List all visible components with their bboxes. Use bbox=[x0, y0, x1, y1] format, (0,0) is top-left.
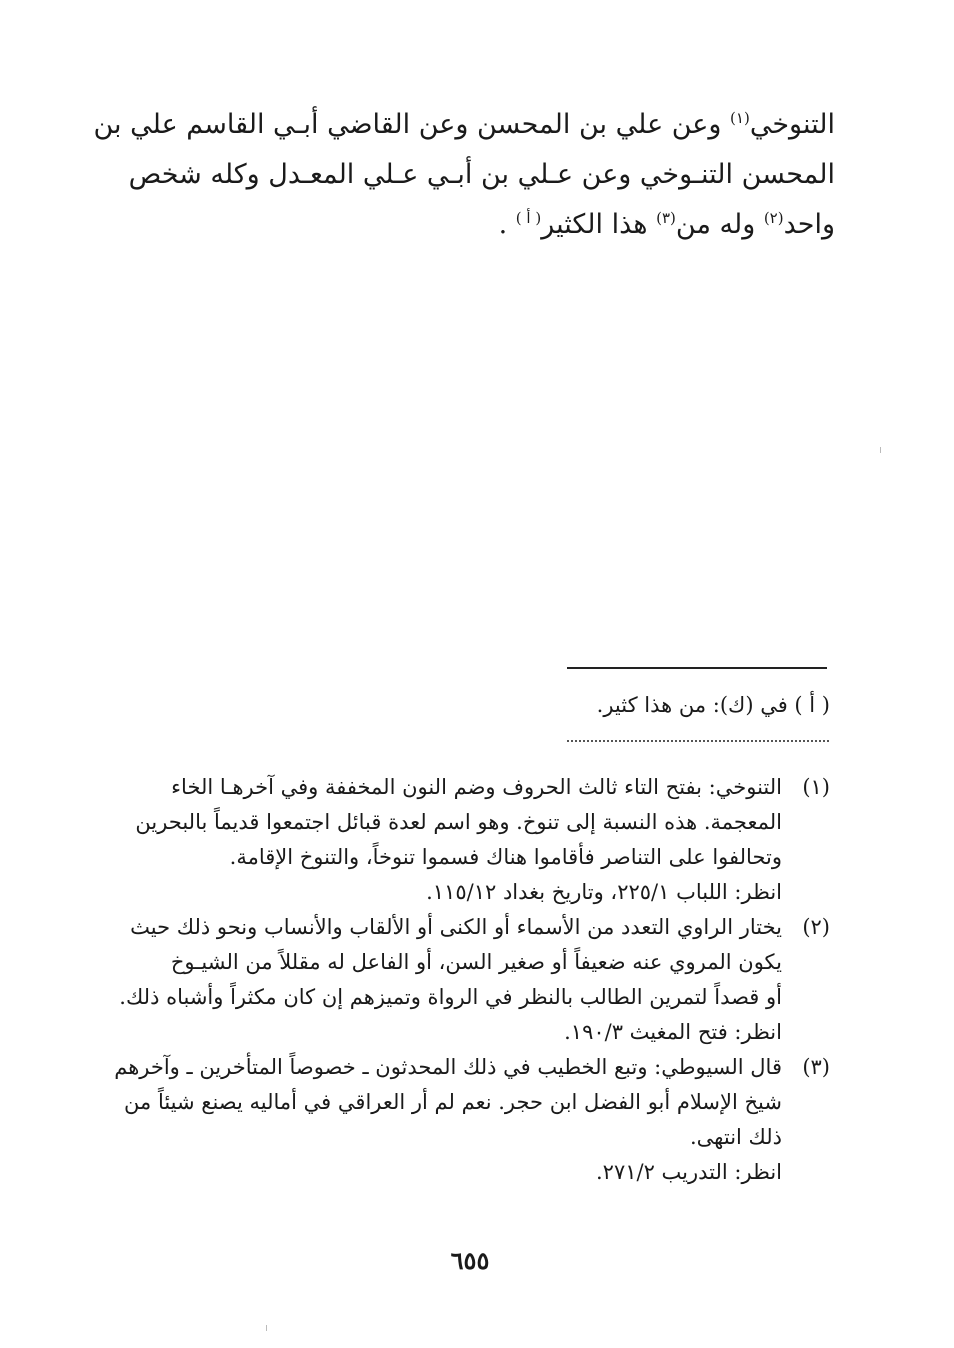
footnote-1 bbox=[130, 770, 830, 910]
footnote-ref: (١) bbox=[730, 109, 750, 127]
main-text-segment: التنوخي bbox=[749, 109, 835, 140]
main-text-segment: . bbox=[498, 209, 516, 240]
footnote-number: (٢) bbox=[802, 915, 830, 939]
scan-mark bbox=[266, 1325, 267, 1331]
footnotes-section bbox=[114, 770, 830, 1190]
footnote-line: يكون المروي عنه ضعيفاً أو صغير السن، أو الفاعل له مقللاً من الشيـوخ bbox=[170, 950, 782, 974]
dotted-separator bbox=[567, 740, 829, 742]
variant-ref: ( أ ) bbox=[515, 209, 542, 227]
footnote-line: أو قصداً لتمرين الطالب بالنظر في الرواة وتميزهم إن كان مكثراً وأشباه ذلك. bbox=[119, 985, 782, 1009]
footnote-line: المعجمة. هذه النسبة إلى تنوخ. وهو اسم لعدة قبائل اجتمعوا قديماً بالبحرين bbox=[135, 810, 782, 834]
main-text-segment: وعن علي بن المحسن وعن القاضي أبـي القاسم علي بن bbox=[93, 109, 731, 140]
main-text-segment: وله من bbox=[675, 209, 764, 240]
variant-note: ( أ ) في (ك): من هذا كثير. bbox=[596, 693, 830, 717]
footnote-line: شيخ الإسلام أبو الفضل ابن حجر. نعم لم أر العراقي في أماليه يصنع شيئاً من bbox=[124, 1090, 782, 1114]
footnote-3 bbox=[114, 1050, 830, 1190]
footnote-number: (٣) bbox=[802, 1055, 830, 1079]
footnote-ref: (٢) bbox=[763, 209, 784, 227]
footnote-line: انظر: التدريب ٢٧١/٢. bbox=[595, 1160, 782, 1184]
page-number: ٦٥٥ bbox=[450, 1246, 490, 1275]
footnote-ref: (٣) bbox=[656, 209, 676, 227]
scan-mark bbox=[880, 447, 881, 453]
footnote-line: وتحالفوا على التناصر فأقاموا هناك فسموا تنوخاً، والتنوخ الإقامة. bbox=[229, 845, 782, 869]
main-text-segment: هذا الكثير bbox=[541, 209, 657, 240]
footnote-line: قال السيوطي: وتبع الخطيب في ذلك المحدثون ـ خصوصاً المتأخرين ـ وآخرهم bbox=[114, 1055, 782, 1079]
main-text-segment: واحد bbox=[783, 209, 835, 240]
footnote-line: التنوخي: بفتح التاء ثالث الحروف وضم النون المخففة وفي آخرهـا الخاء bbox=[171, 775, 782, 799]
main-text-segment: المحسن التنـوخي وعن عـلي بن أبـي عـلي المعـدل وكله شخص bbox=[128, 159, 835, 190]
footnote-separator-rule bbox=[567, 667, 827, 669]
footnote-line: ذلك انتهى. bbox=[690, 1125, 782, 1149]
main-text-line-1 bbox=[93, 100, 835, 150]
main-text-line-2 bbox=[120, 150, 835, 200]
footnote-line: انظر: اللباب ٢٢٥/١، وتاريخ بغداد ١١٥/١٢. bbox=[426, 880, 782, 904]
main-text-block bbox=[93, 100, 835, 250]
footnote-2 bbox=[119, 910, 830, 1050]
main-text-line-3 bbox=[120, 200, 835, 250]
footnote-line: يختار الراوي التعدد من الأسماء أو الكنى أو الألقاب والأنساب ونحو ذلك حيث bbox=[130, 915, 782, 939]
footnote-number: (١) bbox=[802, 775, 830, 799]
footnote-line: انظر: فتح المغيث ١٩٠/٣. bbox=[564, 1020, 782, 1044]
